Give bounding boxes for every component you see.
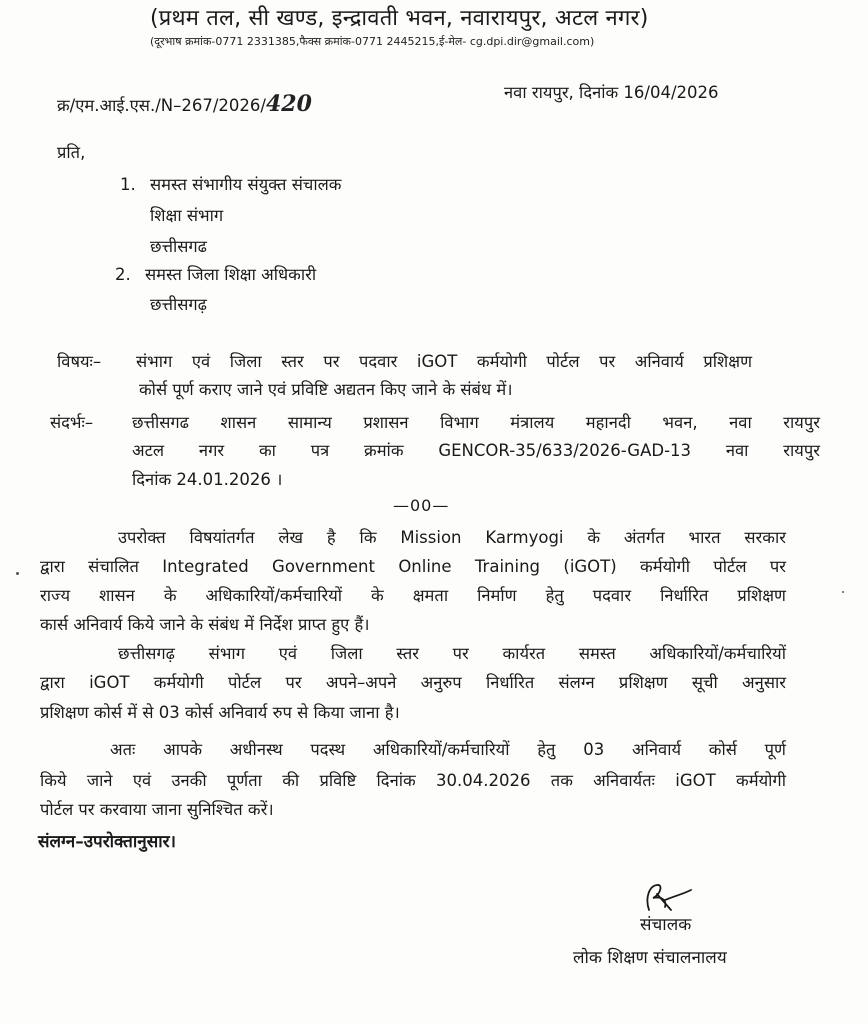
recipient-1-line-3: छत्तीसगढ bbox=[150, 237, 207, 256]
recipient-2-title: समस्त जिला शिक्षा अधिकारी bbox=[145, 265, 317, 284]
paragraph-1-line-3: राज्य शासन के अधिकारियों/कर्मचारियों के क्षमता निर्माण हेतु पदवार निर्धारित प्रशिक्षण bbox=[40, 586, 786, 605]
signatory-office: लोक शिक्षण संचालनालय bbox=[573, 948, 727, 968]
reference-number bbox=[57, 91, 312, 117]
recipient-1-line-2: शिक्षा संभाग bbox=[150, 206, 224, 225]
to-label: प्रति, bbox=[57, 143, 86, 162]
reference-doc-line-2: अटल नगर का पत्र क्रमांक GENCOR-35/633/2026-GAD-13 नवा रायपुर bbox=[132, 441, 820, 460]
paragraph-1-line-1: उपरोक्त विषयांतर्गत लेख है कि Mission Karmyogi के अंतर्गत भारत सरकार bbox=[118, 528, 786, 547]
subject-label: विषयः– bbox=[57, 352, 102, 371]
subject-line-1: संभाग एवं जिला स्तर पर पदवार iGOT कर्मयोगी पोर्टल पर अनिवार्य प्रशिक्षण bbox=[136, 352, 752, 371]
letterhead-address: (प्रथम तल, सी खण्ड, इन्द्रावती भवन, नवारायपुर, अटल नगर) bbox=[150, 6, 649, 31]
scan-speck bbox=[16, 572, 19, 575]
paragraph-3-line-2: किये जाने एवं उनकी पूर्णता की प्रविष्टि दिनांक 30.04.2026 तक अनिवार्यतः iGOT कर्मयोगी bbox=[40, 771, 786, 790]
recipient-1-number: 1. bbox=[120, 175, 136, 194]
paragraph-3-line-1: अतः आपके अधीनस्थ पदस्थ अधिकारियों/कर्मचारियों हेतु 03 अनिवार्य कोर्स पूर्ण bbox=[110, 740, 786, 759]
reference-doc-line-3: दिनांक 24.01.2026 । bbox=[132, 470, 283, 489]
subject-line-2: कोर्स पूर्ण कराए जाने एवं प्रविष्टि अद्यतन किए जाने के संबंध में। bbox=[139, 380, 513, 399]
scan-speck bbox=[842, 591, 844, 593]
recipient-2-number: 2. bbox=[115, 265, 131, 284]
signatory-title: संचालक bbox=[640, 915, 692, 935]
handwritten-number: 420 bbox=[265, 91, 312, 117]
recipient-2-line-1 bbox=[115, 262, 316, 285]
recipient-1-title: समस्त संभागीय संयुक्त संचालक bbox=[150, 175, 342, 194]
reference-doc-label: संदर्भः– bbox=[50, 413, 94, 432]
recipient-1-line-1 bbox=[120, 172, 341, 195]
reference-doc-line-1: छत्तीसगढ शासन सामान्य प्रशासन विभाग मंत्रालय महानदी भवन, नवा रायपुर bbox=[132, 413, 820, 432]
reference-number-text: क्र/एम.आई.एस./N–267/2026/ bbox=[57, 96, 266, 115]
letter-date: नवा रायपुर, दिनांक 16/04/2026 bbox=[504, 83, 719, 102]
letterhead-contact: (दूरभाष क्रमांक-0771 2331385,फैक्स क्रमांक-0771 2445215,ई-मेल- cg.dpi.dir@gmail.com) bbox=[150, 35, 595, 48]
paragraph-2-line-3: प्रशिक्षण कोर्स में से 03 कोर्स अनिवार्य रुप से किया जाना है। bbox=[40, 703, 400, 722]
paragraph-1-line-2: द्वारा संचालित Integrated Government Online Training (iGOT) कर्मयोगी पोर्टल पर bbox=[40, 557, 786, 576]
paragraph-2-line-1: छत्तीसगढ़ संभाग एवं जिला स्तर पर कार्यरत समस्त अधिकारियों/कर्मचारियों bbox=[118, 644, 786, 663]
recipient-2-line-2: छत्तीसगढ़ bbox=[150, 295, 207, 314]
enclosure-note: संलग्न–उपरोक्तानुसार। bbox=[38, 832, 176, 852]
paragraph-3-line-3: पोर्टल पर करवाया जाना सुनिश्चित करें। bbox=[40, 800, 274, 819]
paragraph-2-line-2: द्वारा iGOT कर्मयोगी पोर्टल पर अपने–अपने अनुरुप निर्धारित संलग्न प्रशिक्षण सूची अनुसार bbox=[40, 673, 786, 692]
separator: —00— bbox=[393, 496, 450, 515]
paragraph-1-line-4: कार्स अनिवार्य किये जाने के संबंध में निर्देश प्राप्त हुए हैं। bbox=[40, 615, 370, 634]
